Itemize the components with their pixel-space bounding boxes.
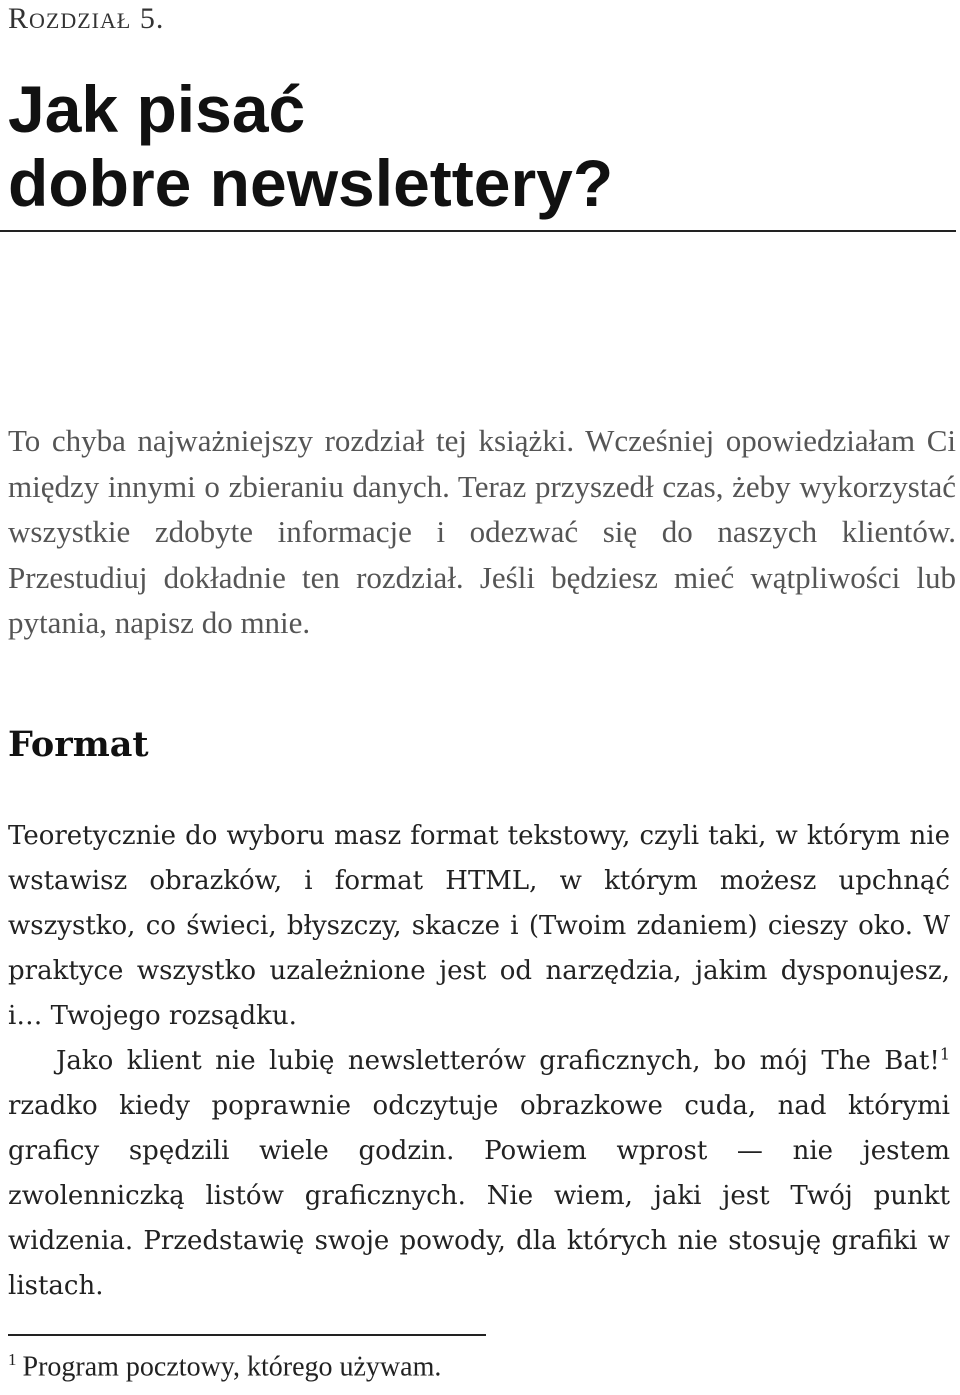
chapter-label-word: OZDZIAŁ xyxy=(29,8,132,33)
footnote-rule xyxy=(8,1334,486,1336)
chapter-title-line-2: dobre newslettery? xyxy=(8,146,614,220)
body-paragraph-1: Teoretycznie do wyboru masz format tekstowy, czyli taki, w którym nie wstawisz obrazków, i format HTML, w którym możesz upchnąć wszystko, co świeci, błyszczy, skacze i (Twoim zdaniem) cieszy oko. W praktyce wszystko uzależnione jest od narzędzia, jakim dysponujesz, i… Twojego rozsądku. xyxy=(8,821,950,1031)
footnote xyxy=(8,1350,441,1383)
footnote-text: Program pocztowy, którego używam. xyxy=(22,1351,442,1383)
chapter-label xyxy=(8,2,164,36)
paragraph-2-rest: rzadko kiedy poprawnie odczytuje obrazkowe cuda, nad którymi graficy spędzili wiele godzin. Powiem wprost — nie jestem zwolenniczką listów graficznych. Nie wiem, jaki jest Twój punkt widzenia. Przedstawię swoje powody, dla których nie stosuję grafiki w listach. xyxy=(8,1091,950,1301)
paragraph-2-start: Jako klient nie lubię newsletterów graficznych, bo mój The Bat! xyxy=(56,1046,940,1076)
footnote-reference: 1 xyxy=(939,1044,950,1064)
chapter-label-initial: R xyxy=(8,2,30,35)
chapter-title-line-1: Jak pisać xyxy=(8,72,306,146)
footnote-number: 1 xyxy=(8,1350,17,1369)
chapter-rule xyxy=(0,230,956,232)
intro-paragraph: To chyba najważniejszy rozdział tej książki. Wcześniej opowiedziałam Ci między innymi o zbieraniu danych. Teraz przyszedł czas, żeby wykorzystać wszystkie zdobyte informacje i odezwać się do naszych klientów. Przestudiuj dokładnie ten rozdział. Jeśli będziesz mieć wątpliwości lub pytania, napisz do mnie. xyxy=(8,423,956,640)
body-paragraph-2 xyxy=(8,1039,950,1309)
chapter-title xyxy=(8,72,613,220)
section-heading: Format xyxy=(8,724,149,765)
chapter-number: 5. xyxy=(139,2,165,35)
